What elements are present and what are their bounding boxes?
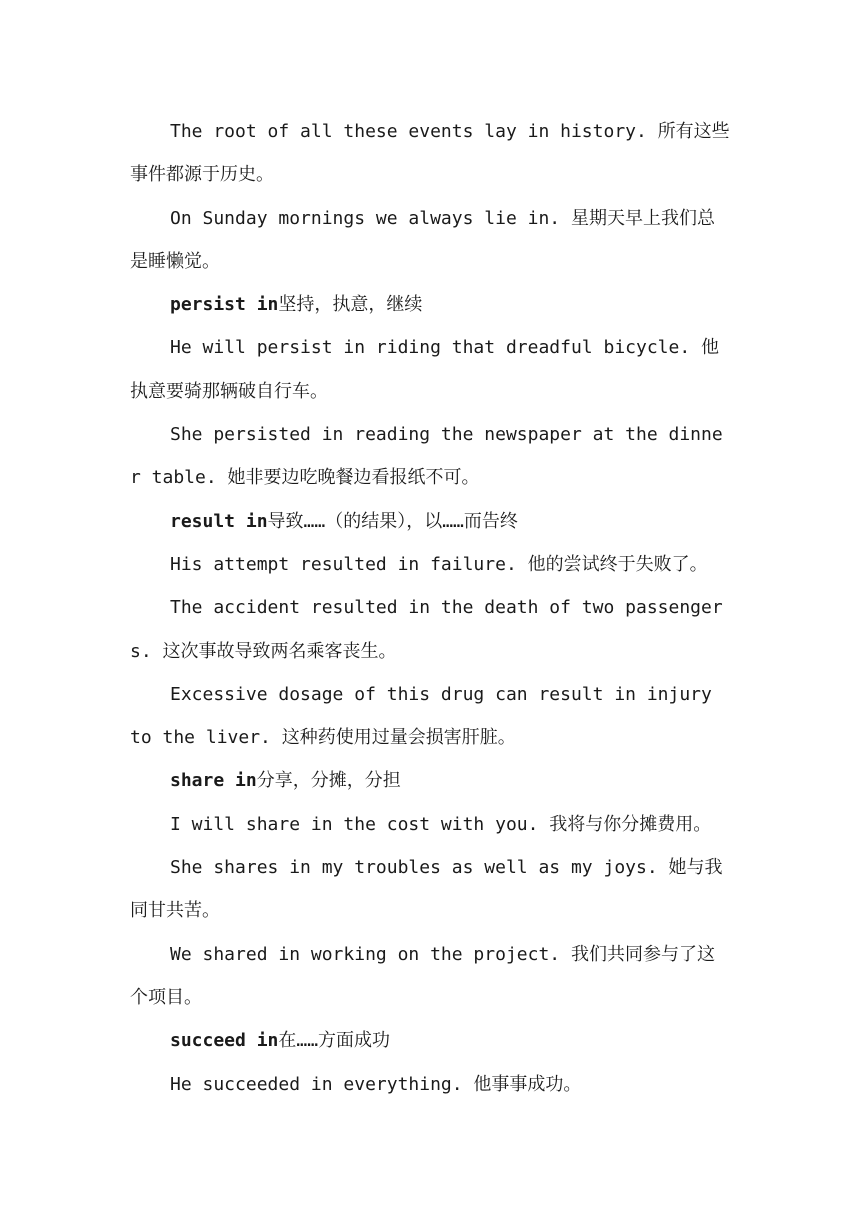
example-sentence: On Sunday mornings we always lie in. 星期天早上我们总是睡懒觉。 [130,207,715,272]
phrase-meaning: 导致……（的结果），以……而告终 [267,510,518,532]
example-sentence: She shares in my troubles as well as my joys. 她与我同甘共苦。 [130,857,723,922]
example-sentence: We shared in working on the project. 我们共同参与了这个项目。 [130,943,715,1008]
example-sentence: She persisted in reading the newspaper at the dinner table. 她非要边吃晚餐边看报纸不可。 [130,424,723,489]
phrase-term: result in [170,510,268,532]
example-sentence: The accident resulted in the death of two passengers. 这次事故导致两名乘客丧生。 [130,597,723,662]
example-sentence: He succeeded in everything. 他事事成功。 [170,1073,582,1095]
example-sentence: Excessive dosage of this drug can result in injury to the liver. 这种药使用过量会损害肝脏。 [130,683,712,749]
example-sentence: He will persist in riding that dreadful bicycle. 他执意要骑那辆破自行车。 [130,337,720,402]
example-sentence: The root of all these events lay in history. 所有这些事件都源于历史。 [130,121,730,186]
example-sentence: I will share in the cost with you. 我将与你分摊费用。 [170,813,712,835]
phrase-heading [130,500,730,543]
example-sentence: His attempt resulted in failure. 他的尝试终于失败了。 [170,553,708,575]
phrase-heading [130,1019,730,1062]
phrase-heading [130,759,730,802]
phrase-meaning: 在……方面成功 [278,1030,391,1052]
phrase-meaning: 分享，分摊，分担 [256,770,401,792]
phrase-heading [130,283,730,326]
phrase-term: share in [170,770,257,792]
phrase-meaning: 坚持，执意，继续 [278,294,423,316]
document-body [130,110,730,1106]
phrase-term: persist in [170,294,279,316]
phrase-term: succeed in [170,1030,279,1052]
